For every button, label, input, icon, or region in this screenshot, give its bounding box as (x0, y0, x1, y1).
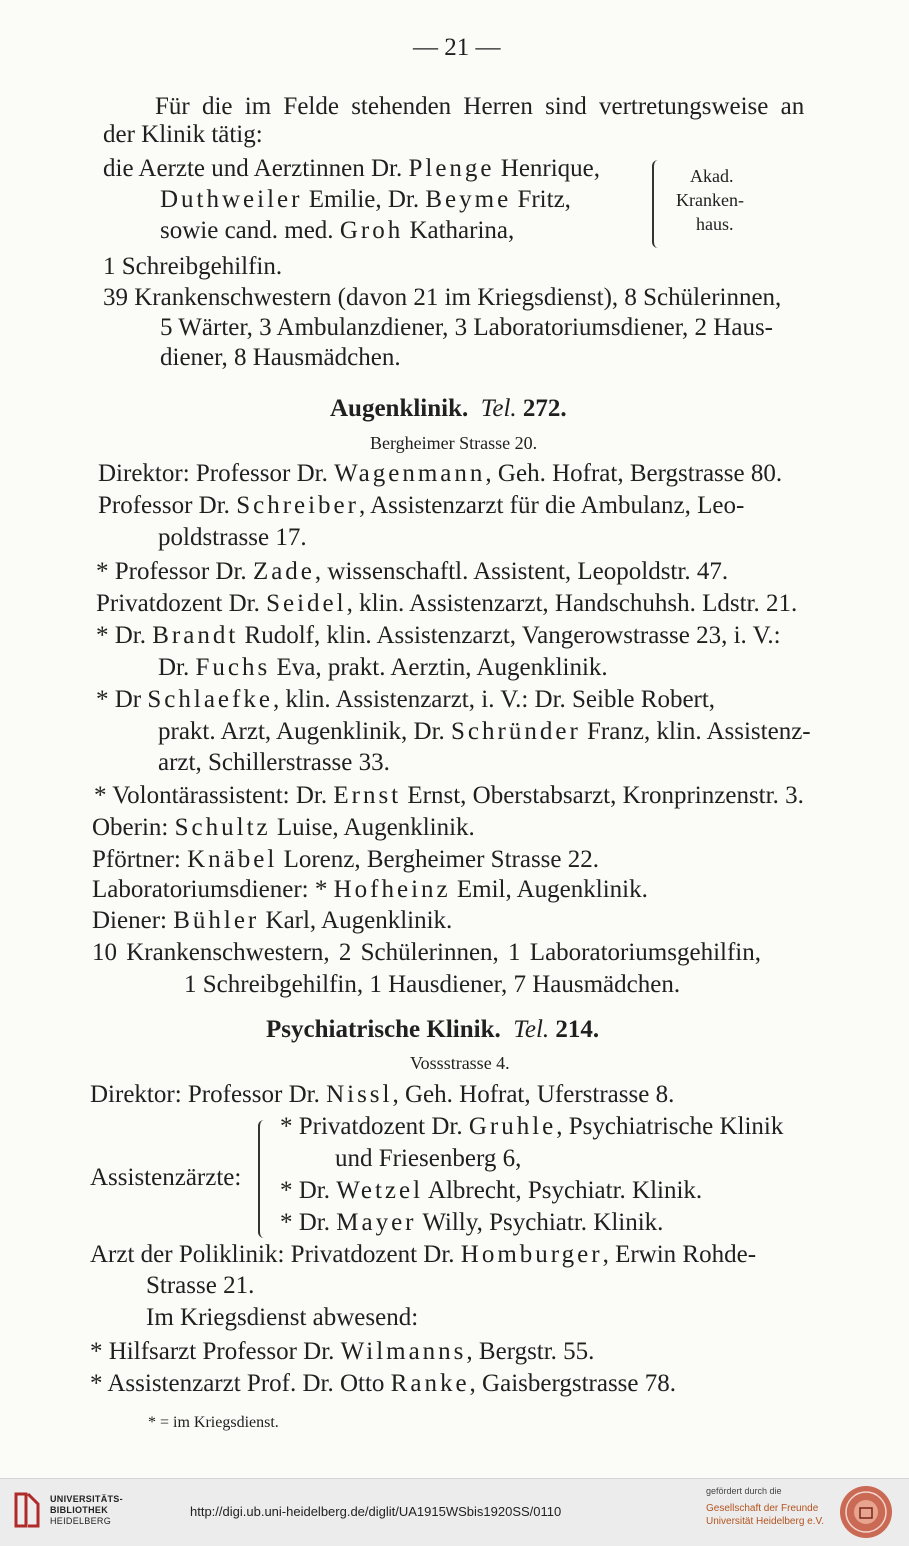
section-address: Bergheimer Strasse 20. (370, 433, 538, 453)
logo-line: BIBLIOTHEK (50, 1505, 108, 1515)
entry-line: prakt. Arzt, Augenklinik, Dr. Schründer Franz, klin. Assistenz- (158, 718, 811, 745)
entry-line: Professor Dr. Schreiber, Assistenzarzt für die Ambulanz, Leo- (98, 492, 745, 519)
entry-line: Privatdozent Dr. Seidel, klin. Assistenzarzt, Handschuhsh. Ldstr. 21. (96, 590, 798, 617)
director-line: Direktor: Professor Dr. Nissl, Geh. Hofrat, Uferstrasse 8. (90, 1081, 675, 1108)
doctors-line: sowie cand. med. Groh Katharina, (160, 217, 515, 244)
entry-line: * Dr Schlaefke, klin. Assistenzarzt, i. V.: Dr. Seible Robert, (96, 686, 716, 713)
brace (652, 160, 662, 248)
poliklinik-line: Arzt der Poliklinik: Privatdozent Dr. Homburger, Erwin Rohde- (90, 1241, 757, 1268)
side-note: Akad. (690, 166, 734, 186)
logo-line: HEIDELBERG (50, 1516, 112, 1526)
doctors-line: die Aerzte und Aerztinnen Dr. Plenge Henrique, (103, 155, 601, 182)
entry-line: Oberin: Schultz Luise, Augenklinik. (92, 814, 475, 841)
entry-line: Laboratoriumsdiener: * Hofheinz Emil, Augenklinik. (92, 876, 648, 903)
assistant-line: und Friesenberg 6, (335, 1145, 522, 1172)
intro-line: Für die im Felde stehenden Herren sind vertretungsweise an (155, 93, 805, 120)
entry-line: 10 Krankenschwestern, 2 Schülerinnen, 1 Laboratoriumsgehilfin, (92, 939, 761, 966)
sponsor-name: Gesellschaft der Freunde (706, 1503, 819, 1514)
sponsor-intro: gefördert durch die (706, 1486, 782, 1496)
section-heading: Psychiatrische Klinik. Tel. 214. (266, 1016, 600, 1043)
assistant-line: * Privatdozent Dr. Gruhle, Psychiatrische Klinik (280, 1113, 784, 1140)
entry-line: poldstrasse 17. (158, 524, 307, 551)
staff-line: diener, 8 Hausmädchen. (160, 344, 401, 371)
entry-line: * Dr. Brandt Rudolf, klin. Assistenzarzt, Vangerowstrasse 23, i. V.: (96, 622, 781, 649)
doctors-line: Duthweiler Emilie, Dr. Beyme Fritz, (160, 186, 571, 213)
absent-heading: Im Kriegsdienst abwesend: (146, 1304, 419, 1331)
entry-line: Direktor: Professor Dr. Wagenmann, Geh. Hofrat, Bergstrasse 80. (98, 460, 783, 487)
poliklinik-line: Strasse 21. (146, 1272, 255, 1299)
entry-line: * Professor Dr. Zade, wissenschaftl. Assistent, Leopoldstr. 47. (96, 558, 729, 585)
assistant-line: * Dr. Wetzel Albrecht, Psychiatr. Klinik. (280, 1177, 703, 1204)
staff-line: 39 Krankenschwestern (davon 21 im Kriegsdienst), 8 Schülerinnen, (103, 284, 782, 311)
absent-line: * Hilfsarzt Professor Dr. Wilmanns, Bergstr. 55. (90, 1338, 595, 1365)
logo-line: UNIVERSITÄTS- (50, 1494, 123, 1504)
section-heading: Augenklinik. Tel. 272. (330, 395, 567, 422)
intro-line: der Klinik tätig: (103, 121, 263, 148)
library-logo-icon[interactable] (12, 1490, 42, 1530)
side-note: haus. (696, 214, 734, 234)
entry-line: arzt, Schillerstrasse 33. (158, 749, 390, 776)
assistants-label: Assistenzärzte: (90, 1164, 242, 1191)
permalink-url[interactable]: http://digi.ub.uni-heidelberg.de/diglit/UA1915WSbis1920SS/0110 (190, 1504, 562, 1519)
page-number: — 21 — (413, 34, 501, 61)
sponsor-name: Universität Heidelberg e.V. (706, 1516, 825, 1527)
entry-line: Pförtner: Knäbel Lorenz, Bergheimer Strasse 22. (92, 846, 599, 873)
footnote: * = im Kriegsdienst. (148, 1414, 279, 1431)
section-address: Vossstrasse 4. (410, 1053, 510, 1073)
staff-line: 1 Schreibgehilfin. (103, 253, 283, 280)
university-seal-icon (838, 1484, 894, 1540)
entry-line: 1 Schreibgehilfin, 1 Hausdiener, 7 Hausmädchen. (184, 971, 681, 998)
brace (258, 1120, 266, 1238)
staff-line: 5 Wärter, 3 Ambulanzdiener, 3 Laboratoriumsdiener, 2 Haus- (160, 314, 774, 341)
entry-line: Dr. Fuchs Eva, prakt. Aerztin, Augenklinik. (158, 654, 608, 681)
assistant-line: * Dr. Mayer Willy, Psychiatr. Klinik. (280, 1209, 664, 1236)
entry-line: * Volontärassistent: Dr. Ernst Ernst, Oberstabsarzt, Kronprinzenstr. 3. (94, 782, 804, 809)
footer-bar (0, 1478, 909, 1546)
absent-line: * Assistenzarzt Prof. Dr. Otto Ranke, Gaisbergstrasse 78. (90, 1370, 676, 1397)
side-note: Kranken- (676, 190, 744, 210)
entry-line: Diener: Bühler Karl, Augenklinik. (92, 907, 453, 934)
